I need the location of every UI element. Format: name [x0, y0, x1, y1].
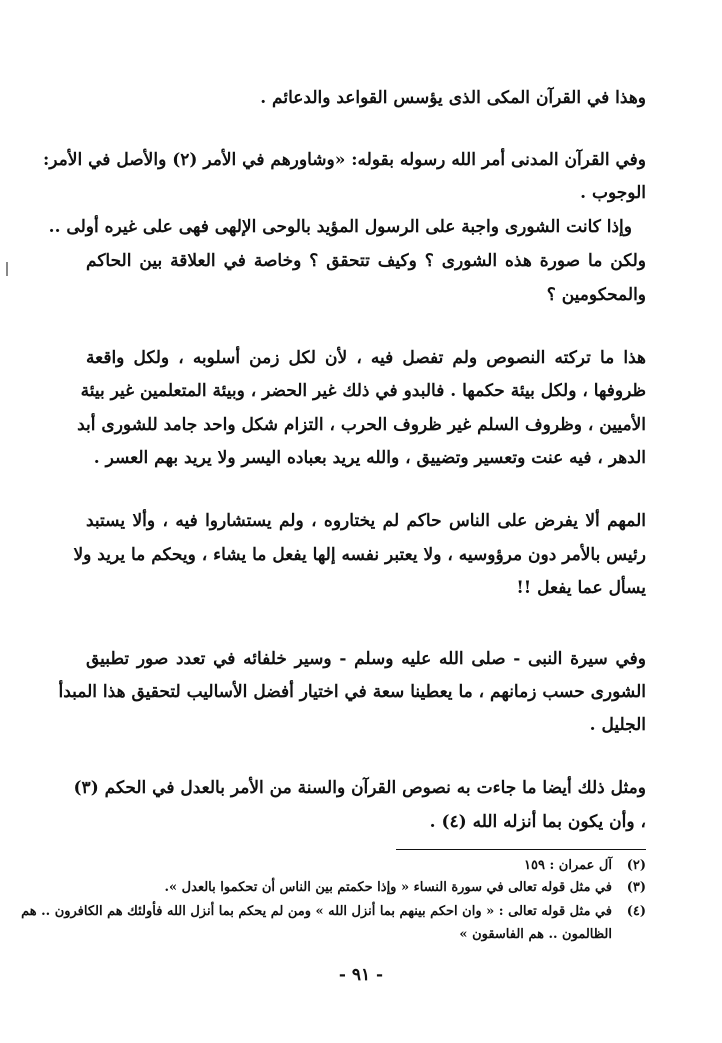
text-line-8: ظروفها ، ولكل بيئة حكمها . فالبدو في ذلك غير الحضر ، وبيئة المتعلمين غير بيئة	[80, 381, 646, 401]
text-line-6: والمحكومين ؟	[546, 285, 646, 305]
footnote-3	[86, 879, 646, 897]
text-line-14: وفي سيرة النبى - صلى الله عليه وسلم - وسير خلفائه في تعدد صور تطبيق	[86, 649, 646, 669]
text-line-4: وإذا كانت الشورى واجبة على الرسول المؤيد بالوحى الإلهى فهى على غيره أولى ..	[48, 217, 632, 237]
text-line-2: وفي القرآن المدنى أمر الله رسوله بقوله: «وشاورهم في الأمر (٢) والأصل في الأمر:	[43, 150, 646, 170]
margin-mark	[6, 262, 8, 276]
text-line-11: المهم ألا يفرض على الناس حاكم لم يختاروه ، ولم يستشاروا فيه ، وألا يستبد	[86, 511, 646, 531]
page-number: - ٩١ -	[338, 965, 384, 985]
footnote-number: (٢)	[626, 858, 646, 873]
footnote-text: في مثل قوله تعالى : « وان احكم بينهم بما أنزل الله » ومن لم يحكم بما أنزل الله فأولئك هم الكافرون .. هم	[21, 904, 612, 919]
footnote-4	[21, 903, 646, 921]
footnote-number: (٤)	[626, 904, 646, 919]
footnote-text: في مثل قوله تعالى في سورة النساء « وإذا حكمتم بين الناس أن تحكموا بالعدل ».	[164, 880, 612, 895]
text-line-17: ومثل ذلك أيضا ما جاءت به نصوص القرآن والسنة من الأمر بالعدل في الحكم (٣)	[73, 778, 646, 798]
text-line-13: يسأل عما يفعل !!	[516, 578, 646, 598]
footnote-separator	[396, 849, 646, 850]
text-line-16: الجليل .	[589, 715, 646, 735]
footnote-text: آل عمران : ١٥٩	[524, 858, 612, 873]
text-line-7: هذا ما تركته النصوص ولم تفصل فيه ، لأن لكل زمن أسلوبه ، ولكل واقعة	[86, 348, 646, 368]
text-line-3: الوجوب .	[580, 183, 646, 203]
footnote-number: (٣)	[626, 880, 646, 895]
footnote-2	[86, 857, 646, 875]
text-line-18: ، وأن يكون بما أنزله الله (٤) .	[429, 812, 646, 832]
text-line-12: رئيس بالأمر دون مرؤوسيه ، ولا يعتبر نفسه إلها يفعل ما يشاء ، ويحكم ما يريد ولا	[73, 545, 646, 565]
text-line-10: الدهر ، فيه عنت وتعسير وتضييق ، والله يريد بعباده اليسر ولا يريد بهم العسر .	[93, 448, 646, 468]
text-line-5: ولكن ما صورة هذه الشورى ؟ وكيف تتحقق ؟ وخاصة في العلاقة بين الحاكم	[86, 251, 646, 271]
footnote-text: الظالمون .. هم الفاسقون »	[459, 927, 612, 942]
text-line-1: وهذا في القرآن المكى الذى يؤسس القواعد والدعائم .	[260, 88, 646, 108]
footnote-4-continued	[86, 926, 612, 944]
text-line-15: الشورى حسب زمانهم ، ما يعطينا سعة في اختيار أفضل الأساليب لتحقيق هذا المبدأ	[58, 682, 646, 702]
text-line-9: الأميين ، وظروف السلم غير ظروف الحرب ، التزام شكل واحد جامد للشورى أبد	[77, 415, 646, 435]
